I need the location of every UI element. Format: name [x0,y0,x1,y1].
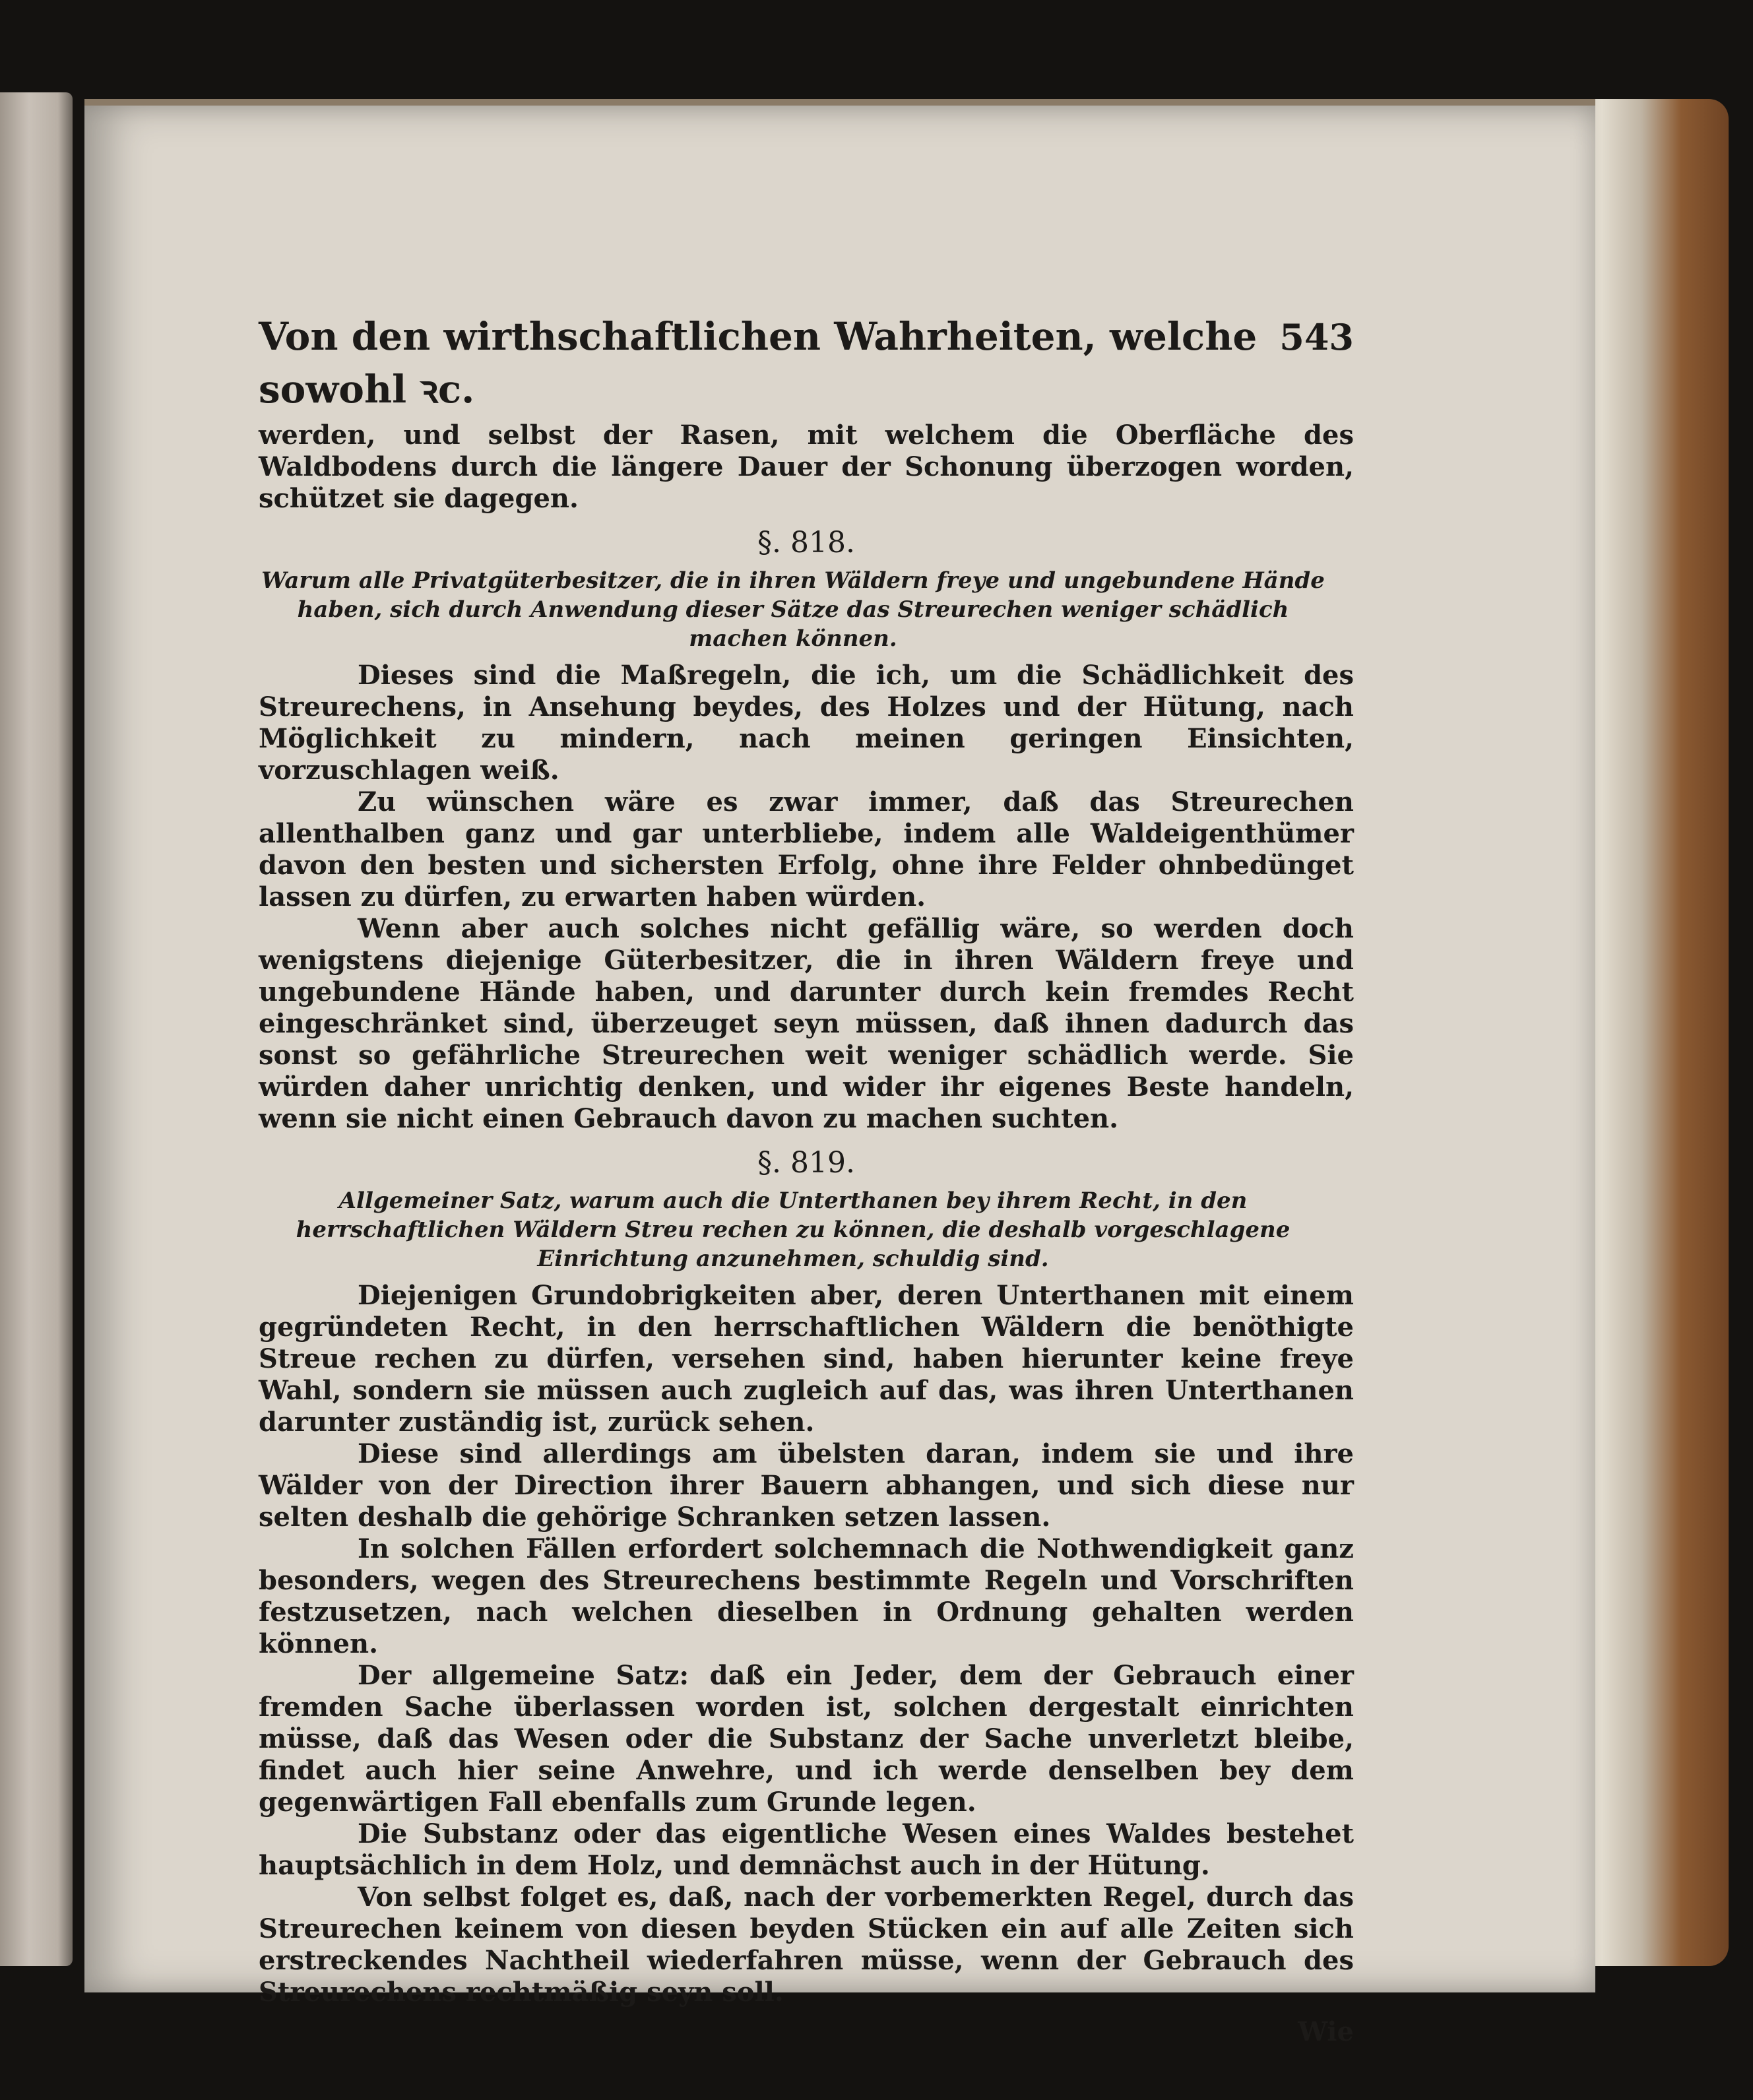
running-header [259,310,1354,416]
section-818-paragraph-3: Wenn aber auch solches nicht gefällig wäre, so werden doch wenigstens diejenige Güterbesitzer, die in ihren Wäldern freye und ungebundene Hände haben, und darunter durch kein fremdes Recht eingeschränket sind, überzeuget seyn müssen, daß ihnen dadurch das sonst so gefährliche Streurechen weit weniger schädlich werde. Sie würden daher unrichtig denken, und wider ihr eigenes Beste handeln, wenn sie nicht einen Gebrauch davon zu machen suchten. [259,913,1354,1134]
page-number: 543 [1279,316,1354,358]
section-819-heading: Allgemeiner Satz, warum auch die Unterthanen bey ihrem Recht, in den herrschaftlichen Wäldern Streu rechen zu können, die deshalb vorgeschlagene Einrichtung anzunehmen, schuldig sind. [296,1188,1291,1272]
section-818-paragraph-1: Dieses sind die Maßregeln, die ich, um die Schädlichkeit des Streurechens, in Ansehung beydes, des Holzes und der Hütung, nach Möglichkeit zu mindern, nach meinen geringen Einsichten, vorzuschlagen weiß. [259,660,1354,786]
catchword: Wie [1298,2016,1354,2047]
left-facing-page [0,92,73,1966]
paragraph-continuation: werden, und selbst der Rasen, mit welchem die Oberfläche des Waldbodens durch die längere Dauer der Schonung überzogen worden, schützet sie dagegen. [259,420,1354,514]
section-819-paragraph-1: Diejenigen Grundobrigkeiten aber, deren Unterthanen mit einem gegründeten Recht, in den herrschaftlichen Wäldern die benöthigte Streue rechen zu dürfen, versehen sind, haben hierunter keine freye Wahl, sondern sie müssen auch zugleich auf das, was ihren Unterthanen darunter zuständig ist, zurück sehen. [259,1280,1354,1438]
section-819-paragraph-2: Diese sind allerdings am übelsten daran, indem sie und ihre Wälder von der Direction ihrer Bauern abhangen, und sich diese nur selten deshalb die gehörige Schranken setzen lassen. [259,1438,1354,1533]
section-818-number: §. 818. [757,526,855,559]
section-819-paragraph-3: In solchen Fällen erfordert solchemnach die Nothwendigkeit ganz besonders, wegen des Streurechens bestimmte Regeln und Vorschriften festzusetzen, nach welchen dieselben in Ordnung gehalten werden können. [259,1533,1354,1659]
section-819-number: §. 819. [757,1146,855,1180]
section-818-paragraph-2: Zu wünschen wäre es zwar immer, daß das Streurechen allenthalben ganz und gar unterbliebe, indem alle Waldeigenthümer davon den besten und sichersten Erfolg, ohne ihre Felder ohnbedünget lassen zu dürfen, zu erwarten haben würden. [259,786,1354,912]
section-819-paragraph-6: Von selbst folget es, daß, nach der vorbemerkten Regel, durch das Streurechen keinem von diesen beyden Stücken ein auf alle Zeiten sich erstreckendes Nachtheil wiederfahren müsse, wenn der Gebrauch des Streurechens rechtmäßig seyn soll. [259,1882,1354,2008]
section-819-paragraph-4: Der allgemeine Satz: daß ein Jeder, dem der Gebrauch einer fremden Sache überlassen worden ist, solchen dergestalt einrichten müsse, daß das Wesen oder die Substanz der Sache unverletzt bleibe, findet auch hier seine Anwehre, und ich werde denselben bey dem gegenwärtigen Fall ebenfalls zum Grunde legen. [259,1660,1354,1818]
page-content [259,310,1354,2052]
section-819-paragraph-5: Die Substanz oder das eigentliche Wesen eines Waldes bestehet hauptsächlich in dem Holz, und demnächst auch in der Hütung. [259,1818,1354,1881]
running-title: Von den wirthschaftlichen Wahrheiten, welche sowohl ꝛc. [259,314,1258,412]
section-818-heading: Warum alle Privatgüterbesitzer, die in ihren Wäldern freye und ungebundene Hände haben, sich durch Anwendung dieser Sätze das Streurechen weniger schädlich machen können. [261,567,1325,652]
